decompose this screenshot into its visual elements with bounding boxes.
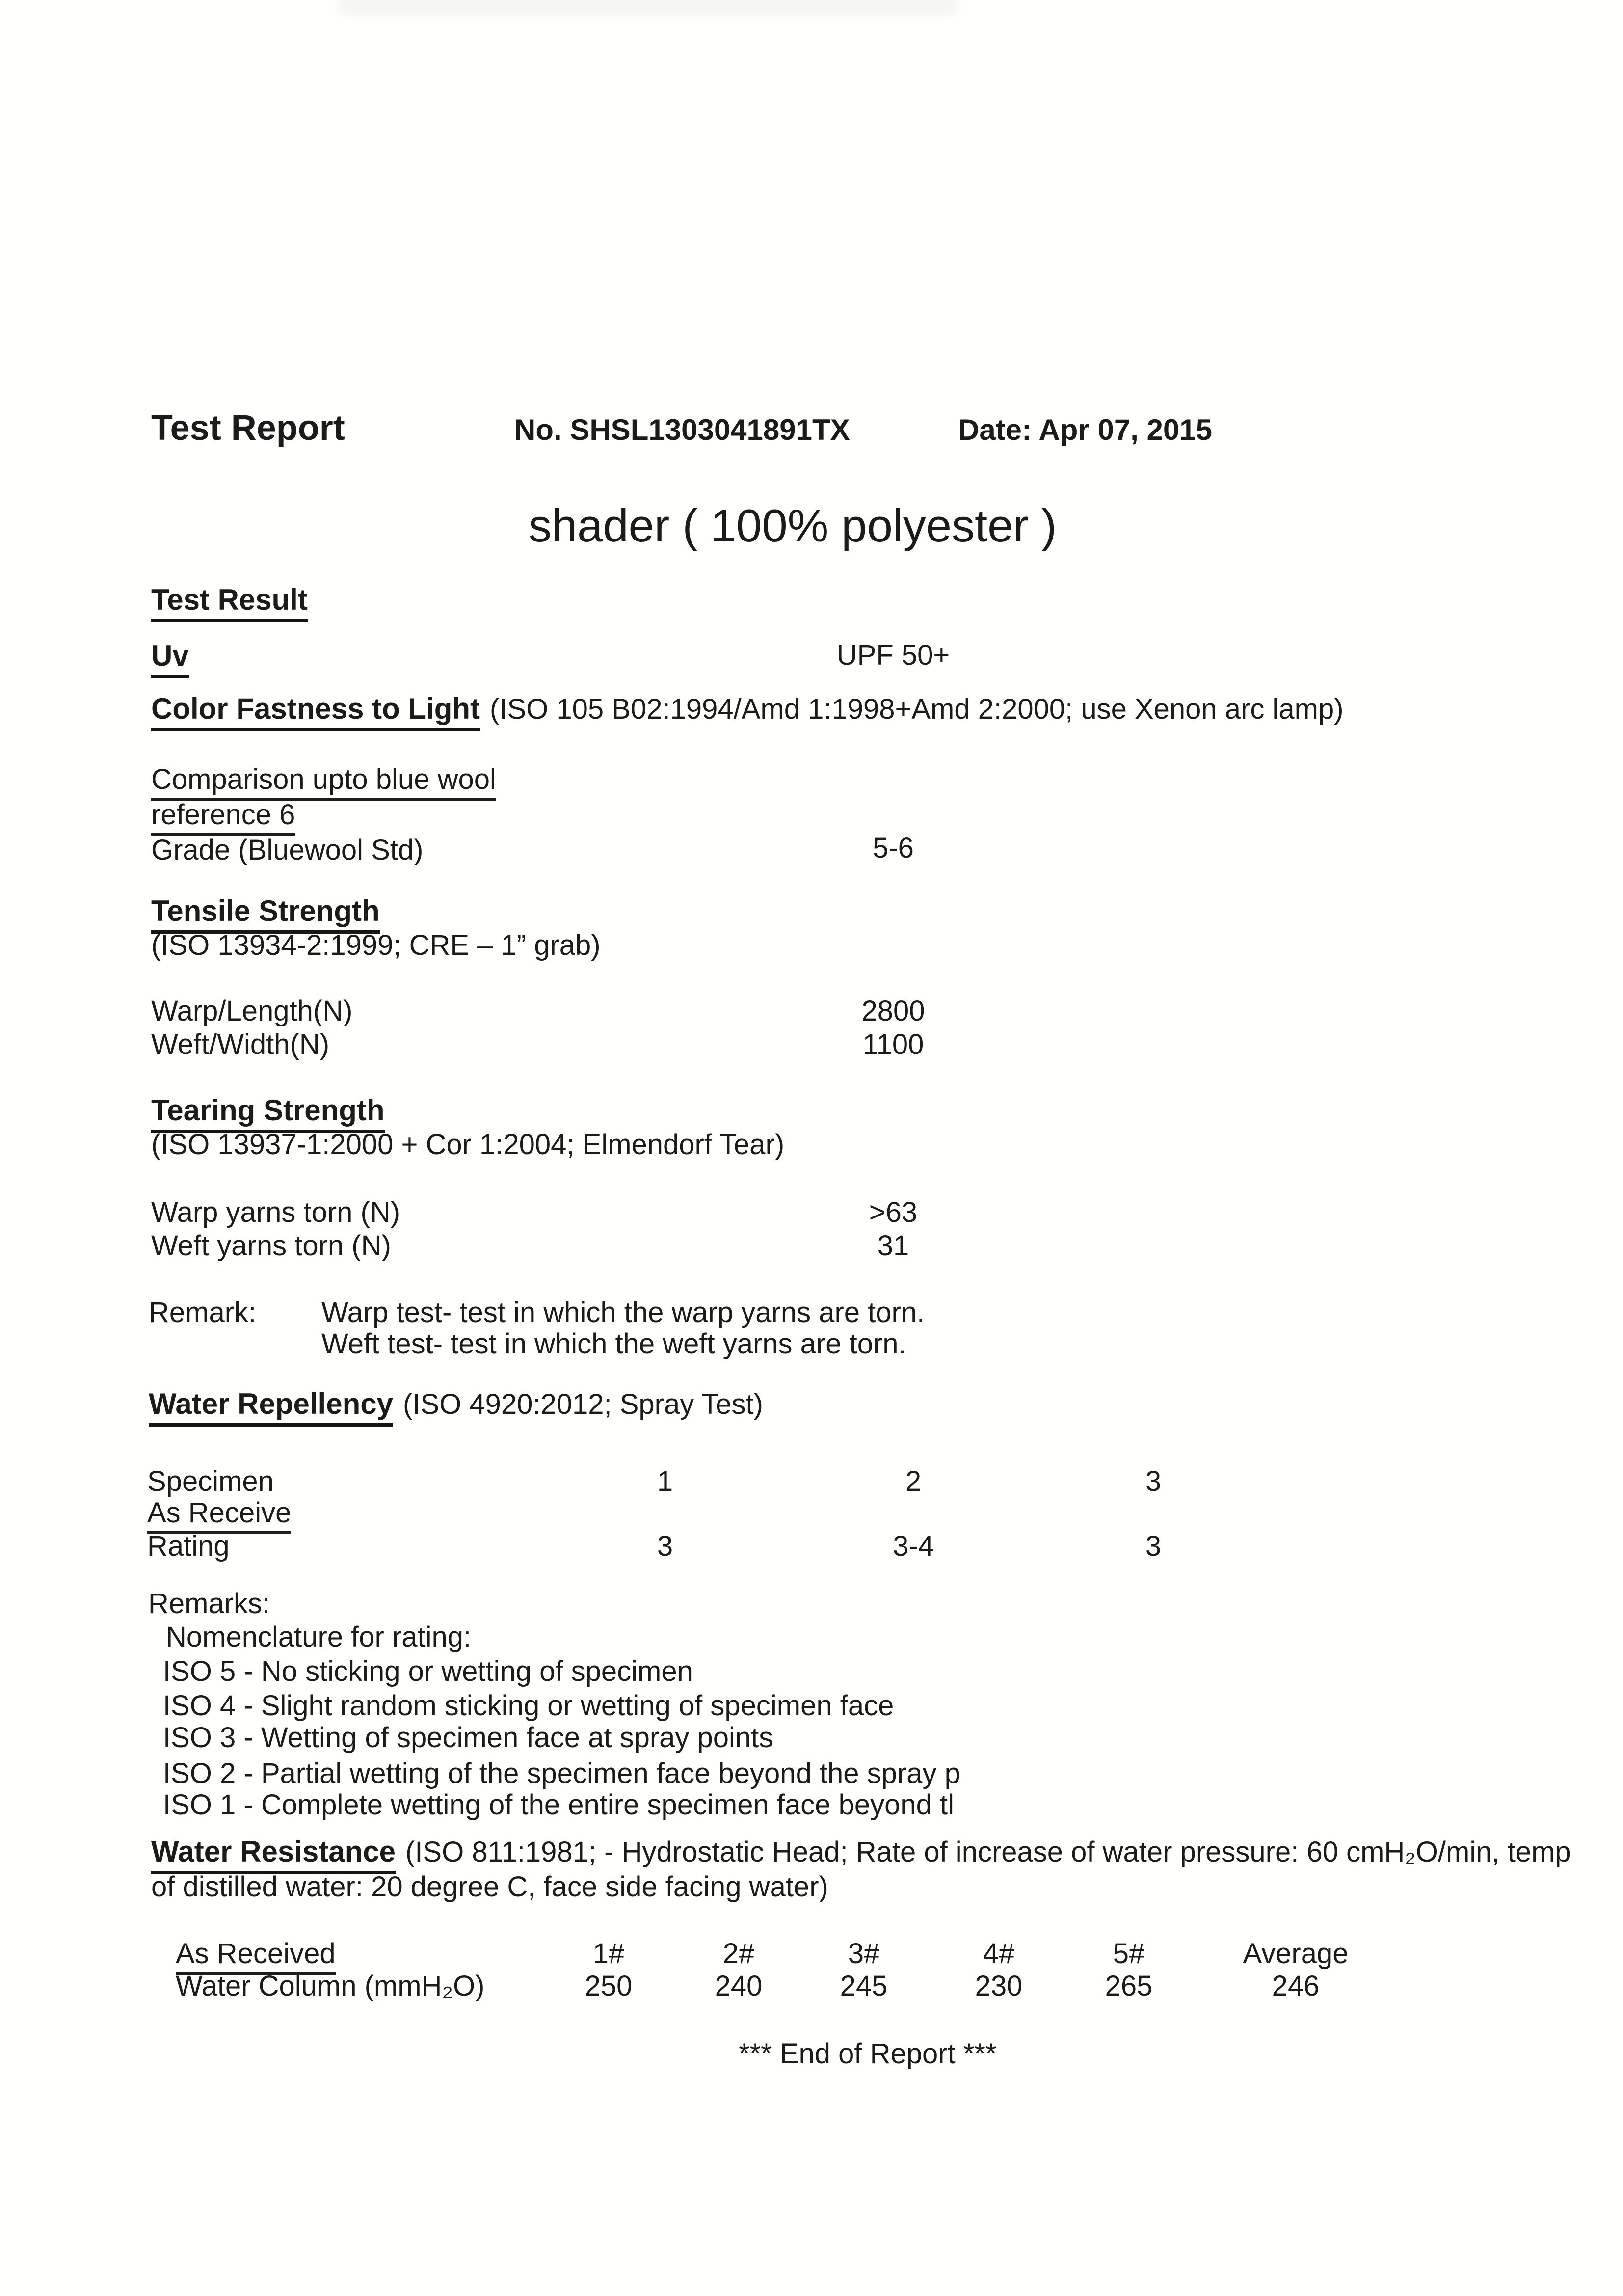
tearing-row-value: 31 <box>877 1230 909 1262</box>
comparison-line-2 <box>151 799 295 831</box>
sample-title: shader ( 100% polyester ) <box>528 500 1057 551</box>
remark-label: Remark: <box>149 1297 257 1328</box>
water-column-label: Water Column (mmH₂O) <box>176 1970 485 2002</box>
specimen-col: 1 <box>657 1465 673 1497</box>
water-column-value: 246 <box>1272 1970 1320 2002</box>
nomenclature-item: ISO 3 - Wetting of specimen face at spray points <box>163 1722 773 1754</box>
water-resistance-method-line2: of distilled water: 20 degree C, face side facing water) <box>151 1871 828 1903</box>
heading-tearing-strength-text: Tearing Strength <box>151 1094 385 1133</box>
wr-col-header: 3# <box>848 1938 880 1970</box>
uv-label: Uv <box>151 639 189 678</box>
remark-line: Warp test- test in which the warp yarns are torn. <box>321 1297 925 1328</box>
report-date: Date: Apr 07, 2015 <box>958 413 1213 446</box>
water-column-value: 265 <box>1105 1970 1153 2002</box>
heading-tensile-strength-text: Tensile Strength <box>151 894 380 934</box>
comparison-line-1 <box>151 764 496 796</box>
condition-as-received-text: As Received <box>176 1938 336 1975</box>
rating-value: 3 <box>1145 1530 1162 1562</box>
tearing-row-value: >63 <box>869 1196 918 1228</box>
grade-label: Grade (Bluewool Std) <box>151 834 424 866</box>
tensile-row-label: Weft/Width(N) <box>151 1028 330 1060</box>
uv-row-label <box>151 639 189 672</box>
water-column-value: 240 <box>715 1970 763 2002</box>
tensile-row-value: 2800 <box>861 995 925 1027</box>
water-column-value: 250 <box>585 1970 633 2002</box>
comparison-line-2-text: reference 6 <box>151 799 295 836</box>
nomenclature-item: ISO 1 - Complete wetting of the entire specimen face beyond tl <box>163 1789 954 1821</box>
color-fastness-line <box>151 692 1344 726</box>
specimen-col: 2 <box>905 1465 922 1497</box>
uv-value: UPF 50+ <box>836 639 950 671</box>
tensile-method: (ISO 13934-2:1999; CRE – 1” grab) <box>151 929 601 961</box>
wr-col-header: Average <box>1243 1938 1349 1970</box>
wr-col-header: 2# <box>722 1938 755 1970</box>
remarks-label: Remarks: <box>148 1588 270 1620</box>
nomenclature-item: ISO 2 - Partial wetting of the specimen face beyond the spray p <box>163 1757 960 1789</box>
comparison-line-1-text: Comparison upto blue wool <box>151 763 496 801</box>
scan-artifact <box>339 0 957 16</box>
rating-value: 3 <box>657 1530 673 1562</box>
condition-as-received <box>176 1938 336 1970</box>
nomenclature-title: Nomenclature for rating: <box>166 1621 472 1653</box>
tensile-row-label: Warp/Length(N) <box>151 995 353 1027</box>
wr-col-header: 5# <box>1113 1938 1145 1970</box>
heading-water-repellency: Water Repellency <box>149 1387 393 1427</box>
condition-as-receive-text: As Receive <box>147 1497 291 1534</box>
remark-line: Weft test- test in which the weft yarns are torn. <box>321 1328 906 1360</box>
nomenclature-item: ISO 4 - Slight random sticking or wetting of specimen face <box>163 1690 894 1722</box>
report-title: Test Report <box>151 408 345 448</box>
wr-col-header: 1# <box>592 1938 625 1970</box>
water-column-value: 230 <box>975 1970 1023 2002</box>
grade-value: 5-6 <box>873 832 914 864</box>
condition-as-receive <box>147 1497 291 1529</box>
nomenclature-item: ISO 5 - No sticking or wetting of specimen <box>163 1655 693 1687</box>
water-resistance-line <box>151 1835 1571 1868</box>
water-repellency-line <box>149 1387 763 1421</box>
heading-test-result <box>151 583 308 616</box>
tearing-method: (ISO 13937-1:2000 + Cor 1:2004; Elmendorf Tear) <box>151 1129 785 1161</box>
rating-value: 3-4 <box>893 1530 934 1562</box>
water-resistance-method-line1: (ISO 811:1981; - Hydrostatic Head; Rate of increase of water pressure: 60 cmH₂O/min, temp <box>405 1836 1571 1868</box>
color-fastness-method: (ISO 105 B02:1994/Amd 1:1998+Amd 2:2000; use Xenon arc lamp) <box>490 693 1344 725</box>
rating-label: Rating <box>147 1530 230 1562</box>
heading-test-result-text: Test Result <box>151 583 308 622</box>
report-number: No. SHSL1303041891TX <box>514 413 850 446</box>
water-repellency-method: (ISO 4920:2012; Spray Test) <box>402 1388 763 1420</box>
water-column-value: 245 <box>840 1970 888 2002</box>
tearing-row-label: Weft yarns torn (N) <box>151 1230 391 1262</box>
tearing-row-label: Warp yarns torn (N) <box>151 1196 400 1228</box>
wr-col-header: 4# <box>983 1938 1015 1970</box>
heading-tearing-strength <box>151 1094 385 1127</box>
heading-color-fastness: Color Fastness to Light <box>151 692 480 731</box>
end-of-report: *** End of Report *** <box>739 2038 997 2070</box>
specimen-label: Specimen <box>147 1465 274 1497</box>
heading-tensile-strength <box>151 894 380 927</box>
heading-water-resistance: Water Resistance <box>151 1835 396 1874</box>
tensile-row-value: 1100 <box>862 1028 924 1060</box>
specimen-col: 3 <box>1145 1465 1162 1497</box>
